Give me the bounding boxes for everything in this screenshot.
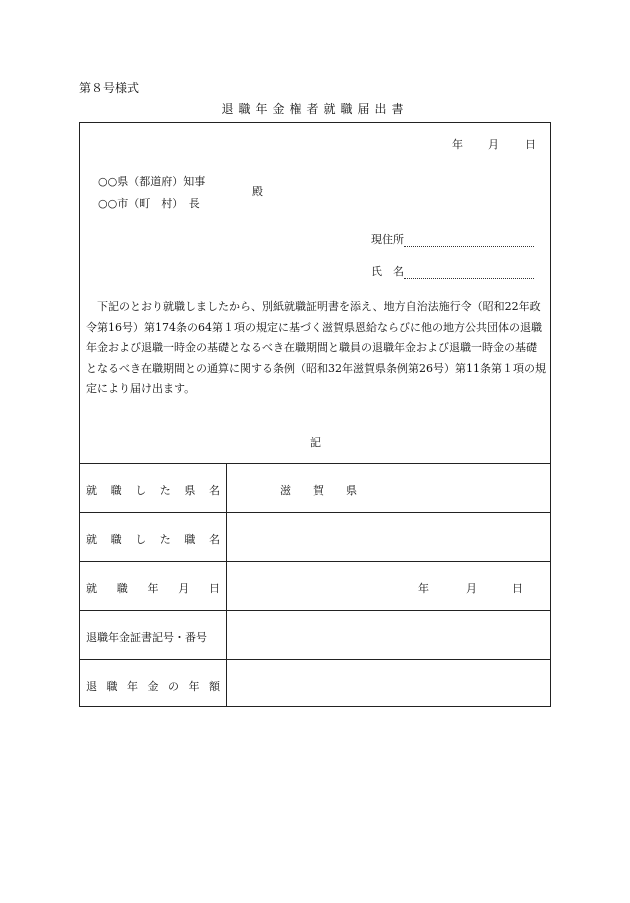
ki-label: 記 (310, 436, 321, 449)
table-row-divider (80, 561, 550, 562)
address-dotted-line (404, 234, 534, 247)
table-row-label-employment-date: 就 職 年 月 日 (86, 582, 220, 595)
honorific: 殿 (252, 185, 263, 198)
date-month-label: 月 (488, 138, 499, 151)
table-row-divider (80, 610, 550, 611)
form-number: 第８号様式 (79, 81, 140, 95)
date-day-label: 日 (525, 138, 536, 151)
date-year-label: 年 (452, 138, 463, 151)
table-row-label-annual-pension: 退 職 年 金 の 年 額 (86, 680, 220, 693)
table-row-label-prefecture: 就 職 し た 県 名 (86, 484, 220, 497)
name-dotted-line (404, 266, 534, 279)
address-field[interactable] (371, 231, 534, 247)
employment-date-year[interactable]: 年 (418, 582, 429, 595)
table-row-label-certificate-number: 退職年金証書記号・番号 (86, 631, 207, 644)
name-field[interactable] (371, 263, 534, 279)
name-label: 氏 名 (371, 265, 404, 278)
table-top-line (80, 463, 550, 464)
document-title: 退職年金権者就職届出書 (221, 102, 409, 116)
body-paragraph: 下記のとおり就職しましたから、別紙就職証明書を添え、地方自治法施行令（昭和22年政令第16号）第174条の64第１項の規定に基づく滋賀県恩給ならびに他の地方公共団体の退職年金および退職一時金の基礎となるべき在職期間と職員の退職年金および退職一時金の基礎となるべき在職期間との通算に関する条例（昭和32年滋賀県条例第26号）第11条第１項の規定により届け出ます。 (86, 300, 546, 395)
form-frame (79, 122, 551, 707)
table-column-divider (226, 463, 227, 707)
prefecture-value[interactable]: 滋 賀 県 (280, 484, 357, 497)
table-row-label-position: 就 職 し た 職 名 (86, 533, 220, 546)
addressee-line2: ○○市（町 村） 長 (98, 197, 200, 210)
address-label: 現住所 (371, 233, 404, 246)
table-row-divider (80, 512, 550, 513)
employment-date-month[interactable]: 月 (466, 582, 477, 595)
table-row-divider (80, 659, 550, 660)
employment-date-day[interactable]: 日 (512, 582, 523, 595)
addressee-line1: ○○県（都道府）知事 (98, 175, 206, 188)
